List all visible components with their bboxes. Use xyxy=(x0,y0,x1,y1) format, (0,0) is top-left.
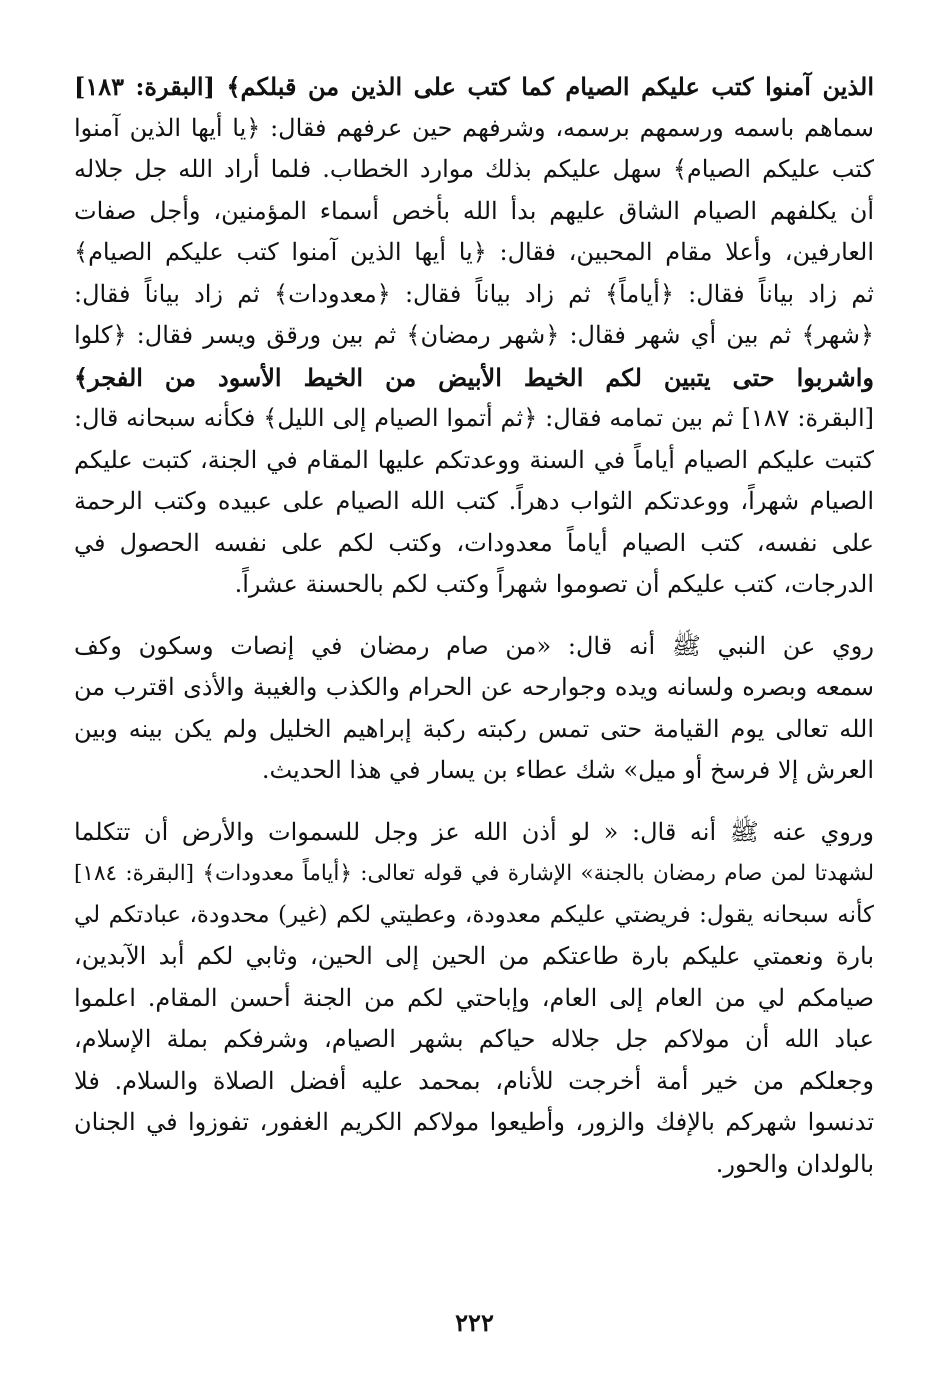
text-line: روي عن النبي ﷺ أنه قال: «من صام رمضان في إنصات وسكون وكف xyxy=(74,631,874,660)
text-line: سمعه وبصره ولسانه ويده وجوارحه عن الحرام والكذب والغيبة والأذى اقترب من xyxy=(74,673,874,701)
text-line: كتبت عليكم الصيام أياماً في السنة ووعدتكم عليها المقام في الجنة، كتبت عليكم xyxy=(74,445,874,474)
text-line: بارة ونعمتي عليكم بارة طاعتكم من الحين إلى الحين، وثابي لكم أبد الآبدين، xyxy=(74,942,874,970)
text-line: الصيام شهراً، ووعدتكم الثواب دهراً. كتب الله الصيام على عبيده وكتب الرحمة xyxy=(74,487,874,515)
text-line: [البقرة: ١٨٧] ثم بين تمامه فقال: ﴿ثم أتموا الصيام إلى الليل﴾ فكأنه سبحانه قال: xyxy=(74,404,874,432)
paragraph-2 xyxy=(74,626,874,792)
text-line: كأنه سبحانه يقول: فريضتي عليكم معدودة، وعطيتي لكم (غير) محدودة، عبادتكم لي xyxy=(74,901,874,928)
text-line: الدرجات، كتب عليكم أن تصوموا شهراً وكتب لكم بالحسنة عشراً. xyxy=(234,570,874,598)
paragraph-3 xyxy=(74,812,874,1186)
text-line: العرش إلا فرسخ أو ميل» شك عطاء بن يسار في هذا الحديث. xyxy=(261,756,874,784)
paragraph-gap xyxy=(74,606,874,626)
text-line: وروي عنه ﷺ أنه قال: « لو أذن الله عز وجل للسموات والأرض أن تتكلما xyxy=(74,817,874,846)
text-line: كتب عليكم الصيام﴾ سهل عليكم بذلك موارد الخطاب. فلما أراد الله جل جلاله xyxy=(74,155,874,183)
text-line: على نفسه، كتب الصيام أياماً معدودات، وكتب لكم على نفسه الحصول في xyxy=(74,528,874,557)
text-line: ثم زاد بياناً فقال: ﴿أياماً﴾ ثم زاد بياناً فقال: ﴿معدودات﴾ ثم زاد بياناً فقال: xyxy=(74,279,874,308)
text-line: الذين آمنوا كتب عليكم الصيام كما كتب على الذين من قبلكم﴾ [البقرة: ١٨٣] xyxy=(74,72,874,101)
text-line: تدنسوا شهركم بالإفك والزور، وأطيعوا مولاكم الكريم الغفور، تفوزوا في الجنان xyxy=(74,1108,874,1136)
text-line: لشهدتا لمن صام رمضان بالجنة» الإشارة في قوله تعالى: ﴿أياماً معدودات﴾ [البقرة: ١٨٤] xyxy=(74,861,874,886)
text-line: ﴿شهر﴾ ثم بين أي شهر فقال: ﴿شهر رمضان﴾ ثم بين ورقق ويسر فقال: ﴿كلوا xyxy=(74,321,874,349)
text-line: الله تعالى يوم القيامة حتى تمس ركبته ركبة إبراهيم الخليل ولم يكن بينه وبين xyxy=(74,714,874,743)
text-line: العارفين، وأعلا مقام المحبين، فقال: ﴿يا أيها الذين آمنوا كتب عليكم الصيام﴾ xyxy=(74,238,874,266)
paragraph-1 xyxy=(74,66,874,606)
text-line: سماهم باسمه ورسمهم برسمه، وشرفهم حين عرفهم فقال: ﴿يا أيها الذين آمنوا xyxy=(74,113,874,142)
page-text xyxy=(74,66,874,1185)
text-line: أن يكلفهم الصيام الشاق عليهم بدأ الله بأخص أسماء المؤمنين، وأجل صفات xyxy=(74,196,874,225)
text-line: صيامكم لي من العام إلى العام، وإباحتي لكم من الجنة أحسن المقام. اعلموا xyxy=(74,983,874,1012)
text-line: وجعلكم من خير أمة أخرجت للأنام، بمحمد عليه أفضل الصلاة والسلام. فلا xyxy=(74,1066,874,1095)
text-line: بالولدان والحور. xyxy=(715,1149,874,1178)
page-number: ٢٢٢ xyxy=(455,1308,494,1337)
paragraph-gap xyxy=(74,792,874,812)
text-line: عباد الله أن مولاكم جل جلاله حياكم بشهر الصيام، وشرفكم بملة الإسلام، xyxy=(74,1025,874,1053)
text-line: واشربوا حتى يتبين لكم الخيط الأبيض من الخيط الأسود من الفجر﴾ xyxy=(74,362,874,392)
